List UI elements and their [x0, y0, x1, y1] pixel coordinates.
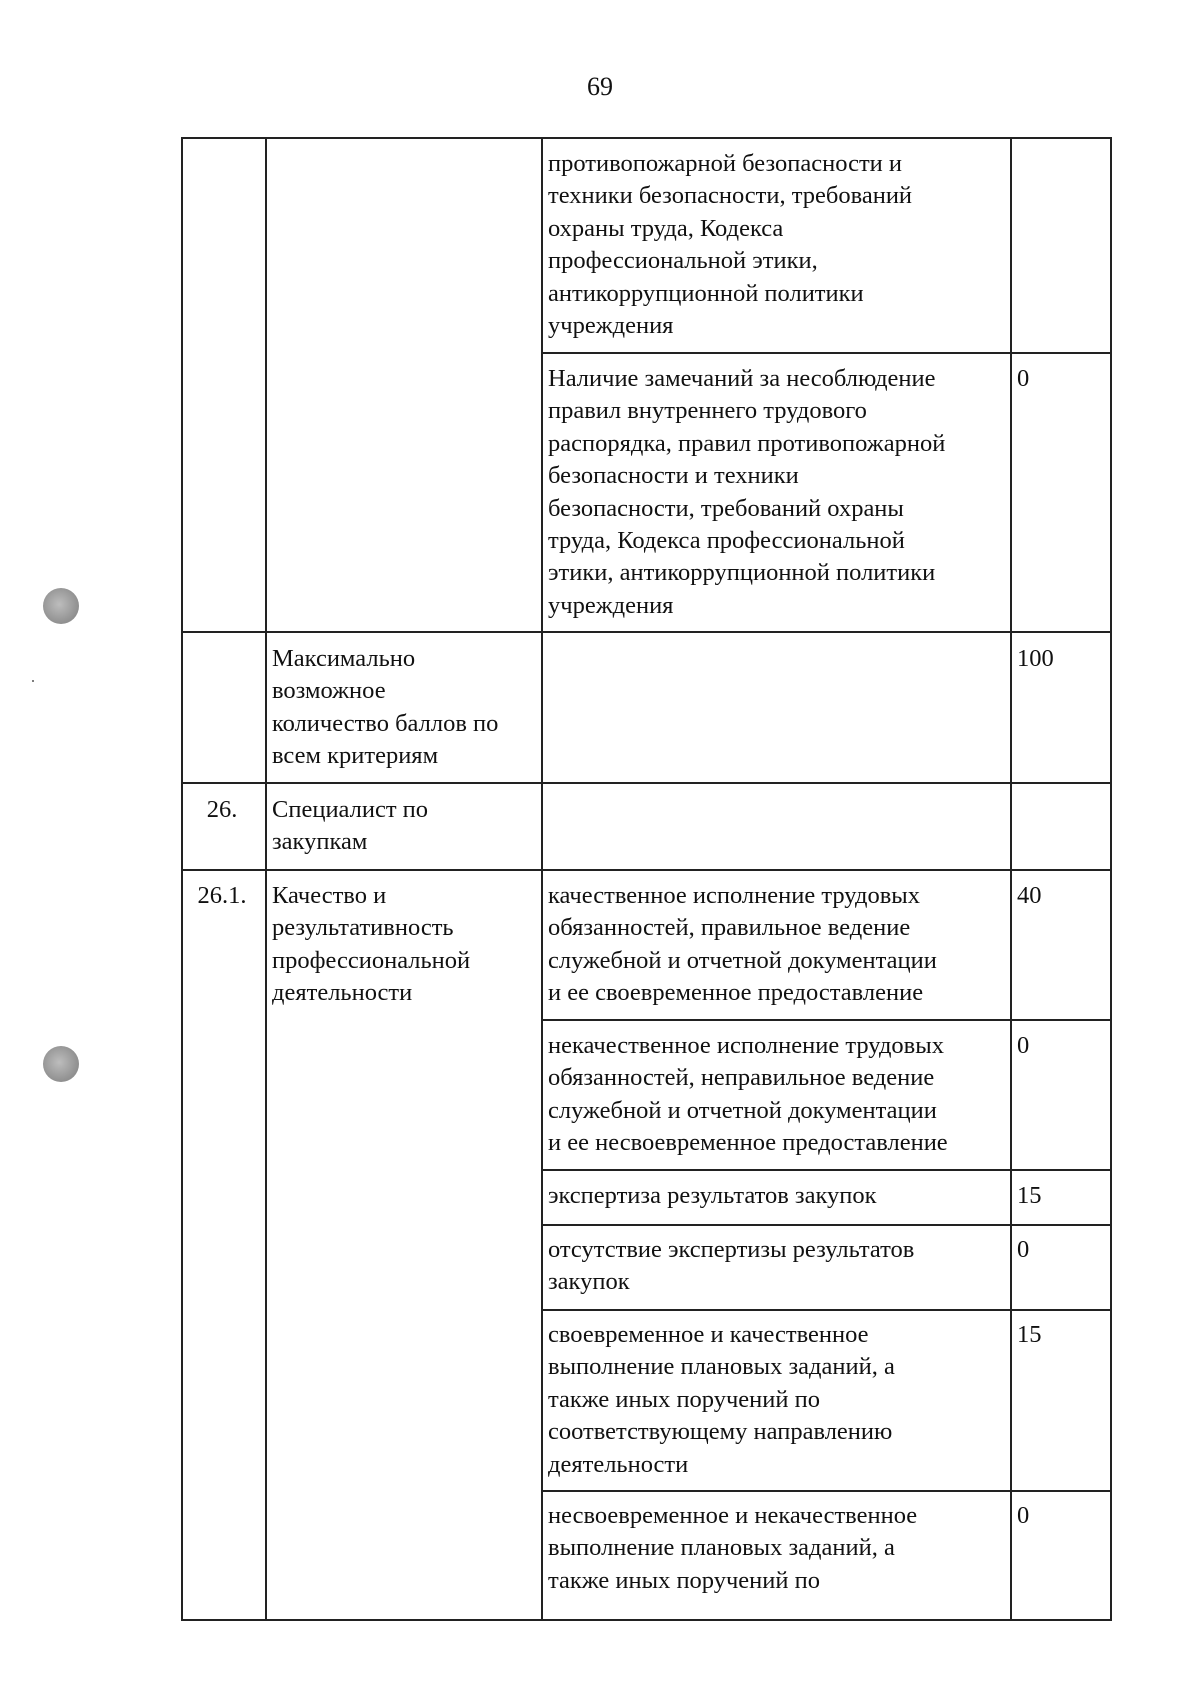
punch-hole-upper — [43, 588, 79, 624]
criterion-cell: экспертиза результатов закупок — [548, 1182, 877, 1209]
score-cell: 15 — [1017, 1321, 1042, 1348]
score-cell: 15 — [1017, 1182, 1042, 1209]
table-border-top — [181, 137, 1112, 139]
score-cell: 100 — [1017, 645, 1054, 672]
column-divider-3 — [1010, 137, 1012, 1621]
table-border-right — [1110, 137, 1112, 1621]
row-divider — [541, 352, 1112, 354]
name-cell: Специалист по закупкам — [272, 796, 429, 856]
criterion-cell: несвоевременное и некачественное выполнение плановых заданий, а также иных поручений по — [548, 1502, 918, 1594]
criterion-cell: своевременное и качественное выполнение плановых заданий, а также иных поручений по соответствующему направлению деятельности — [548, 1321, 895, 1478]
name-cell: Качество и результативность профессиональной деятельности — [272, 882, 471, 1007]
criteria-table — [181, 137, 1112, 1621]
table-border-bottom — [181, 1619, 1112, 1621]
criterion-cell: противопожарной безопасности и техники безопасности, требований охраны труда, Кодекса профессиональной этики, антикоррупционной политики учреждения — [548, 150, 913, 340]
row-divider — [181, 782, 1112, 784]
criterion-cell: отсутствие экспертизы результатов закупок — [548, 1236, 915, 1296]
row-divider — [181, 631, 1112, 633]
score-cell: 0 — [1017, 1236, 1030, 1263]
page-number: 69 — [587, 72, 613, 101]
row-divider — [541, 1169, 1112, 1171]
criterion-cell: Наличие замечаний за несоблюдение правил внутреннего трудового распорядка, правил противопожарной безопасности и техники безопасности, требований охраны труда, Кодекса профессиональной этики, антикоррупционной политики учреждения — [548, 365, 946, 619]
table-border-left — [181, 137, 183, 1621]
score-cell: 0 — [1017, 365, 1030, 392]
number-cell: 26.1. — [197, 882, 247, 909]
row-divider — [181, 869, 1112, 871]
score-cell: 0 — [1017, 1032, 1030, 1059]
column-divider-2 — [541, 137, 543, 1621]
scan-speck — [32, 680, 34, 682]
column-divider-1 — [265, 137, 267, 1621]
number-cell: 26. — [206, 796, 238, 823]
row-divider — [541, 1490, 1112, 1492]
criterion-cell: некачественное исполнение трудовых обязанностей, неправильное ведение служебной и отчетной документации и ее несвоевременное предоставление — [548, 1032, 948, 1157]
row-divider — [541, 1309, 1112, 1311]
name-cell: Максимально возможное количество баллов по всем критериям — [272, 645, 499, 770]
row-divider — [541, 1019, 1112, 1021]
row-divider — [541, 1224, 1112, 1226]
criterion-cell: качественное исполнение трудовых обязанностей, правильное ведение служебной и отчетной документации и ее своевременное предоставление — [548, 882, 937, 1007]
score-cell: 40 — [1017, 882, 1042, 909]
punch-hole-lower — [43, 1046, 79, 1082]
score-cell: 0 — [1017, 1502, 1030, 1529]
